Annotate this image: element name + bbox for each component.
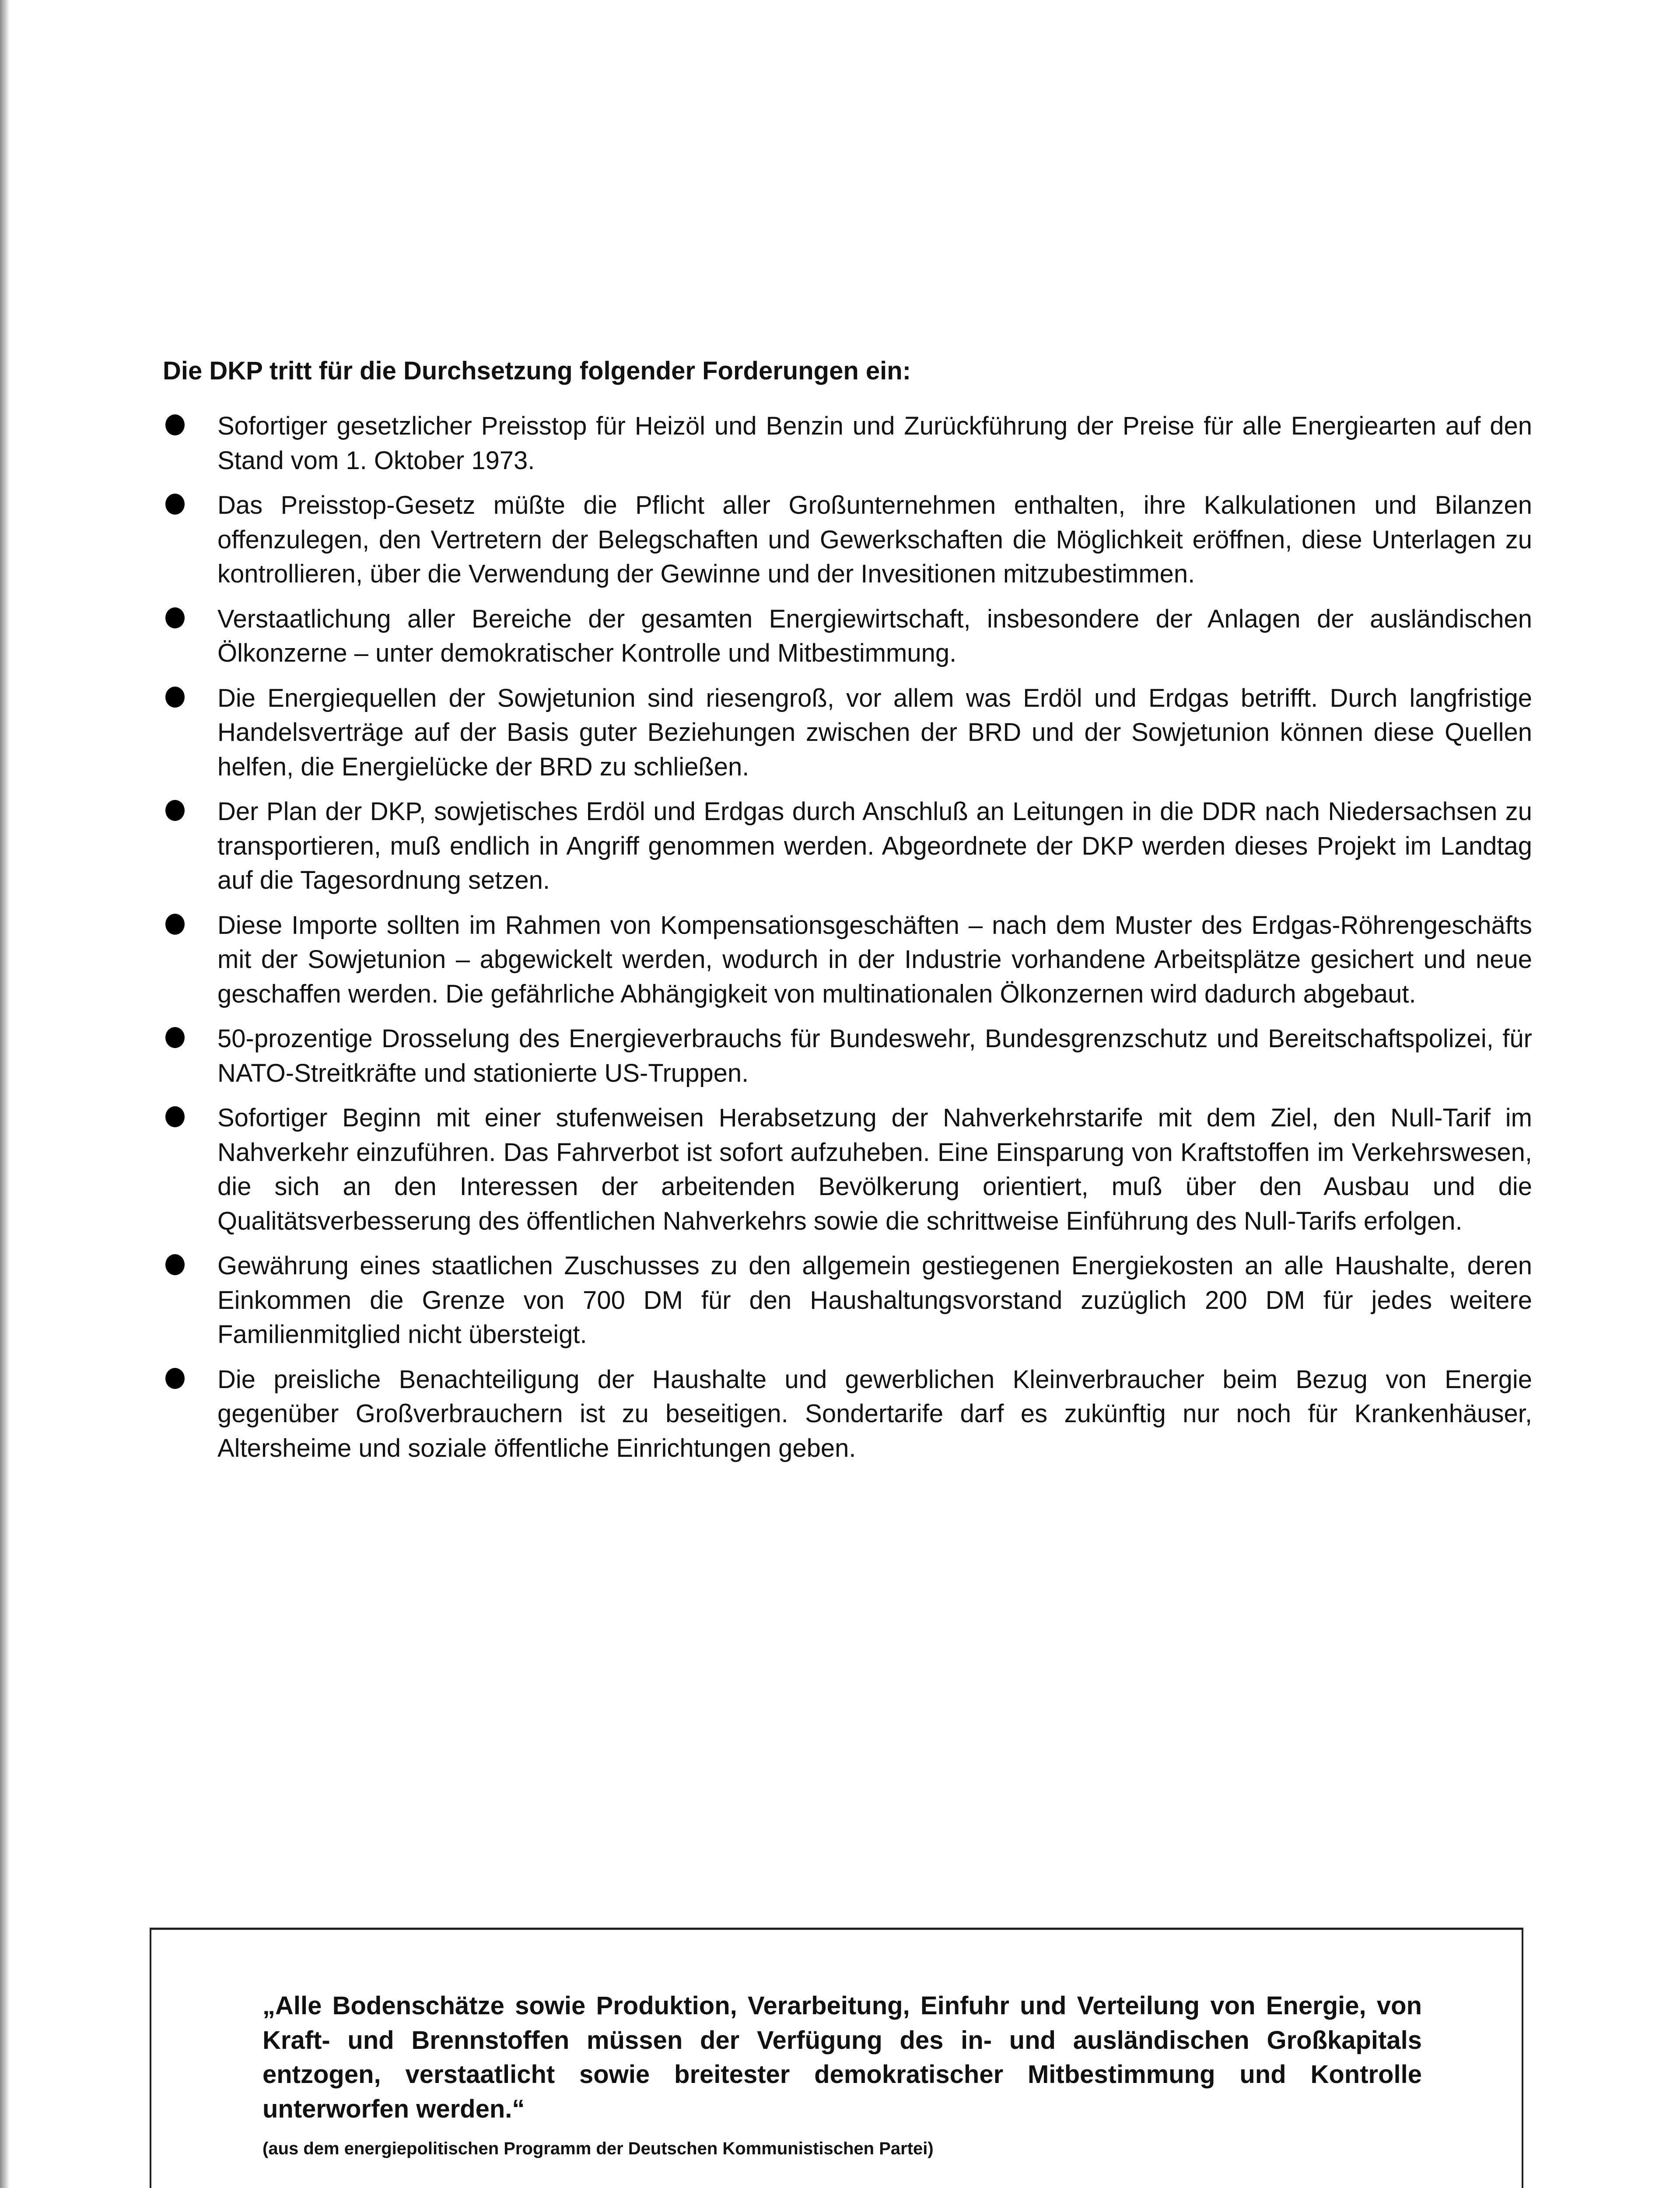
- bullet-icon: [165, 1368, 185, 1389]
- demand-text: Das Preisstop-Gesetz müßte die Pflicht aller Großunternehmen enthalten, ihre Kalkulationen und Bilanzen offenzulegen, den Vertretern der Belegschaften und Gewerkschaften die Möglichkeit eröffnen, diese Unterlagen zu kontrollieren, über die Verwendung der Gewinne und der Invesitionen mitzubestimmen.: [217, 491, 1532, 588]
- demands-heading: Die DKP tritt für die Durchsetzung folgender Forderungen ein:: [163, 357, 911, 385]
- bullet-icon: [165, 414, 185, 435]
- demand-text: Die Energiequellen der Sowjetunion sind riesengroß, vor allem was Erdöl und Erdgas betrifft. Durch langfristige Handelsverträge auf der Basis guter Beziehungen zwischen der BRD und der Sowjetunion können diese Quellen helfen, die Energielücke der BRD zu schließen.: [217, 684, 1532, 781]
- list-item: [163, 1363, 1532, 1466]
- quote-source: (aus dem energiepolitischen Programm der Deutschen Kommunistischen Partei): [262, 2139, 934, 2158]
- demand-text: Sofortiger gesetzlicher Preisstop für Heizöl und Benzin und Zurückführung der Preise für alle Energiearten auf den Stand vom 1. Oktober 1973.: [217, 412, 1532, 475]
- demand-text: Die preisliche Benachteiligung der Haushalte und gewerblichen Kleinverbraucher beim Bezug von Energie gegenüber Großverbrauchern ist zu beseitigen. Sondertarife darf es zukünftig nur noch für Krankenhäuser, Altersheime und soziale öffentliche Einrichtungen geben.: [217, 1365, 1532, 1462]
- bullet-icon: [165, 687, 185, 708]
- demand-text: 50-prozentige Drosselung des Energieverbrauchs für Bundeswehr, Bundesgrenzschutz und Bereitschaftspolizei, für NATO-Streitkräfte und stationierte US-Truppen.: [217, 1024, 1532, 1087]
- bullet-icon: [165, 800, 185, 821]
- bullet-icon: [165, 1027, 185, 1048]
- demand-text: Sofortiger Beginn mit einer stufenweisen Herabsetzung der Nahverkehrstarife mit dem Ziel, den Null-Tarif im Nahverkehr einzuführen. Das Fahrverbot ist sofort aufzuheben. Eine Einsparung von Kraftstoffen im Verkehrswesen, die sich an den Interessen der arbeitenden Bevölkerung orientiert, muß über den Ausbau und die Qualitätsverbesserung des öffentlichen Nahverkehrs sowie die schrittweise Einführung des Null-Tarifs erfolgen.: [217, 1104, 1532, 1235]
- bullet-icon: [165, 1254, 185, 1275]
- list-item: [163, 1022, 1532, 1090]
- program-quote: „Alle Bodenschätze sowie Produktion, Verarbeitung, Einfuhr und Verteilung von Energie, von Kraft- und Brennstoffen müssen der Verfügung des in- und ausländischen Großkapitals entzogen, verstaatlicht sowie breitester demokratischer Mitbestimmung und Kontrolle unterworfen werden.“: [262, 1992, 1422, 2123]
- list-item: [163, 908, 1532, 1012]
- list-item: [163, 409, 1532, 478]
- bullet-icon: [165, 914, 185, 935]
- list-item: [163, 1101, 1532, 1238]
- list-item: [163, 681, 1532, 785]
- bullet-icon: [165, 1106, 185, 1127]
- demand-text: Der Plan der DKP, sowjetisches Erdöl und Erdgas durch Anschluß an Leitungen in die DDR nach Niedersachsen zu transportieren, muß endlich in Angriff genommen werden. Abgeordnete der DKP werden dieses Projekt im Landtag auf die Tagesordnung setzen.: [217, 797, 1532, 894]
- list-item: [163, 1249, 1532, 1352]
- list-item: [163, 602, 1532, 671]
- demand-text: Verstaatlichung aller Bereiche der gesamten Energiewirtschaft, insbesondere der Anlagen der ausländischen Ölkonzerne – unter demokratischer Kontrolle und Mitbestimmung.: [217, 604, 1532, 667]
- list-item: [163, 795, 1532, 898]
- demand-text: Diese Importe sollten im Rahmen von Kompensationsgeschäften – nach dem Muster des Erdgas-Röhrengeschäfts mit der Sowjetunion – abgewickelt werden, wodurch in der Industrie vorhandene Arbeitsplätze gesichert und neue geschaffen werden. Die gefährliche Abhängigkeit von multinationalen Ölkonzernen wird dadurch abgebaut.: [217, 911, 1532, 1008]
- page-left-edge-shadow: [0, 0, 10, 2188]
- bullet-icon: [165, 607, 185, 628]
- list-item: [163, 488, 1532, 592]
- demand-text: Gewährung eines staatlichen Zuschusses zu den allgemein gestiegenen Energiekosten an alle Haushalte, deren Einkommen die Grenze von 700 DM für den Haushaltungsvorstand zuzüglich 200 DM für jedes weitere Familienmitglied nicht übersteigt.: [217, 1252, 1532, 1349]
- demands-list: [163, 409, 1532, 1476]
- bullet-icon: [165, 494, 185, 515]
